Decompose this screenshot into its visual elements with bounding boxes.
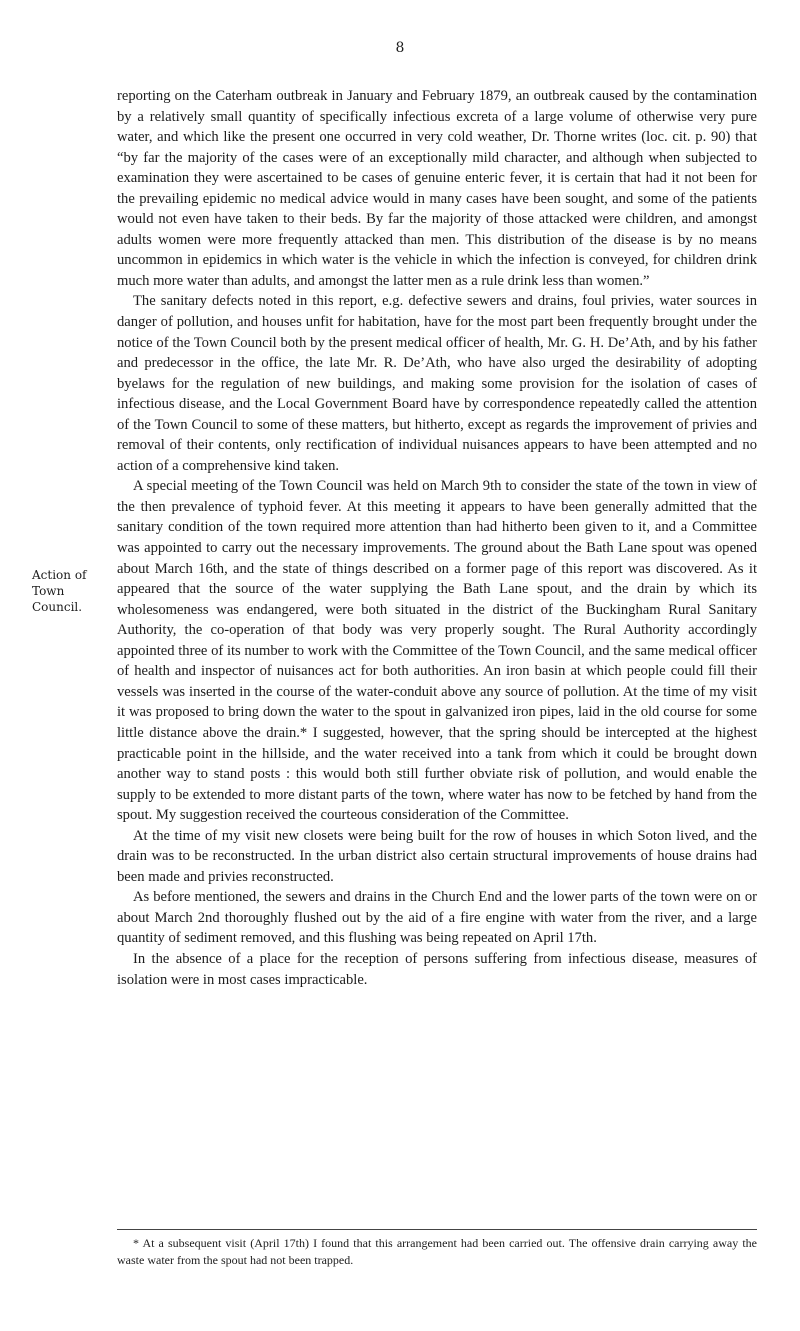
paragraph: The sanitary defects noted in this report, e.g. defective sewers and drains, foul privies, water sources in danger of pollution, and houses unfit for habitation, have for the most part been frequently brought under the notice of the Town Council both by the present medical officer of health, Mr. G. H. De’Ath, and by his father and predecessor in the office, the late Mr. R. De’Ath, who have also urged the desirability of adopting byelaws for the regulation of new buildings, and making some provision for the isolation of cases of infectious disease, and the Local Government Board have by correspondence repeatedly called the attention of the Town Council to some of these matters, but hitherto, except as regards the improvement of privies and removal of their contents, only rectification of individual nuisances appears to have been attempted and no action of a comprehensive kind taken. bbox=[117, 293, 757, 474]
footnote bbox=[117, 1235, 757, 1269]
paragraph: reporting on the Caterham outbreak in January and February 1879, an outbreak caused by the contamination by a relatively small quantity of specifically infectious excreta of a large volume of otherwise very pure water, and which like the present one occurred in very cold weather, Dr. Thorne writes (loc. cit. p. 90) that “by far the majority of the cases were of an exceptionally mild character, and although when subjected to examination they were ascertained to be cases of genuine enteric fever, it is certain that had it not been for the prevailing epidemic no medical advice would in many cases have been sought, and some of the patients would not even have taken to their beds. By far the majority of those attacked were children, and amongst adults women were more frequently attacked than men. This distribution of the disease is by no means uncommon in epidemics in which water is the vehicle in which the infection is conveyed, for children drink much more water than adults, and amongst the latter men as a rule drink less than women.” bbox=[117, 88, 757, 289]
paragraph: As before mentioned, the sewers and drains in the Church End and the lower parts of the town were on or about March 2nd thoroughly flushed out by the aid of a fire engine with water from the river, and a large quantity of sediment removed, and this flushing was being repeated on April 17th. bbox=[117, 889, 757, 947]
footnote-text: * At a subsequent visit (April 17th) I found that this arrangement had been carried out. The offensive drain carrying away the waste water from the spout had not been trapped. bbox=[117, 1236, 757, 1267]
footnote-divider bbox=[117, 1229, 757, 1230]
paragraph: At the time of my visit new closets were being built for the row of houses in which Soton lived, and the drain was to be reconstructed. In the urban district also certain structural improvements of house drains had been made and privies reconstructed. bbox=[117, 827, 757, 885]
paragraph: In the absence of a place for the reception of persons suffering from infectious disease, measures of isolation were in most cases impracticable. bbox=[117, 950, 757, 988]
page-number: 8 bbox=[395, 40, 405, 56]
margin-note: Action of Town Council. bbox=[32, 568, 87, 614]
body-text bbox=[117, 86, 757, 990]
paragraph: A special meeting of the Town Council was held on March 9th to consider the state of the town in view of the then prevalence of typhoid fever. At this meeting it appears to have been generally admitted that the sanitary condition of the town required more attention than had hitherto been given to it, and a Committee was appointed to carry out the necessary improvements. The ground about the Bath Lane spout was opened about March 16th, and the state of things described on a former page of this report was discovered. As it appeared that the source of the water supplying the Bath Lane spout, and the drain by which its wholesomeness was endangered, were both situated in the district of the Buckingham Rural Sanitary Authority, the co-operation of that body was very properly sought. The Rural Authority accordingly appointed three of its number to work with the Committee of the Town Council, and the same medical officer of health and inspector of nuisances act for both authorities. An iron basin at which people could fill their vessels was inserted in the course of the water-conduit above any source of pollution. At the time of my visit it was proposed to bring down the water to the spout in galvanized iron pipes, laid in the old course for some little distance above the drain.* I suggested, however, that the spring should be intercepted at the highest practicable point in the hillside, and the water received into a tank from which it could be brought down another way to stand posts : this would both still further obviate risk of pollution, and would enable the supply to be extended to more distant parts of the town, where water has now to be fetched by hand from the spout. My suggestion received the courteous consideration of the Committee. bbox=[117, 478, 757, 824]
